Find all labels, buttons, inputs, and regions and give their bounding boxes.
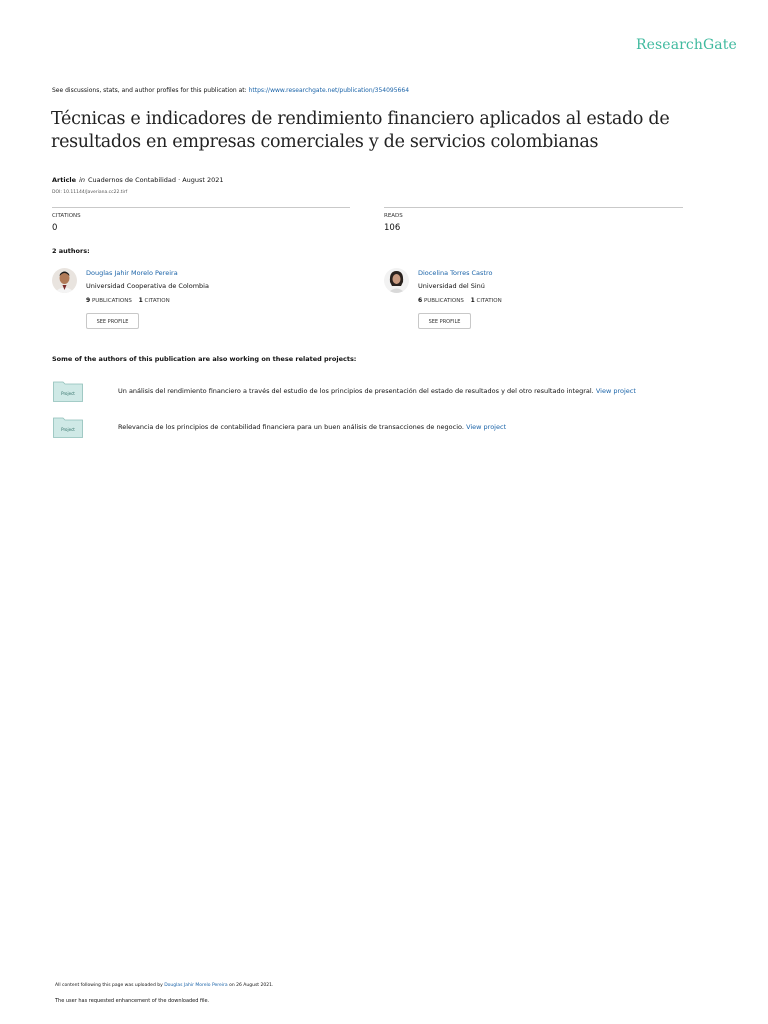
publication-meta [52,176,224,184]
author-institution-2: Universidad del Sinú [418,282,485,290]
project-folder-icon-1[interactable] [53,380,83,402]
author-stats-1 [86,297,170,304]
related-projects-heading: Some of the authors of this publication are also working on these related projects: [52,355,357,363]
article-type: Article [52,176,77,184]
project-folder-icon-2[interactable] [53,416,83,438]
doi-text: DOI: 10.11144/Javeriana.cc22.tirf [52,190,128,195]
upload-suffix: on 26 August 2021. [229,983,274,988]
see-discussions-text: See discussions, stats, and author profiles for this publication at: [52,87,247,94]
project-item-2 [118,423,506,431]
project-icon-label-2: Project [61,427,75,432]
author-citations-count-1: 1 [138,297,143,304]
author-citations-label-1: CITATION [144,298,170,304]
author-avatar-2[interactable] [384,268,409,293]
author-publications-count-2: 6 [418,297,423,304]
upload-prefix: All content following this page was uploaded by [55,983,163,988]
reads-divider [384,207,683,208]
in-label: in [79,176,85,184]
project-item-1 [118,387,636,395]
project-description-2: Relevancia de los principios de contabilidad financiera para un buen análisis de transacciones de negocio. [118,423,464,431]
reads-label: READS [384,213,403,219]
researchgate-logo[interactable]: ResearchGate [636,37,737,53]
author-publications-label-2: PUBLICATIONS [423,298,464,304]
enhancement-note: The user has requested enhancement of the downloaded file. [55,998,210,1004]
publication-title: Técnicas e indicadores de rendimiento financiero aplicados al estado de resultados en empresas comerciales y de servicios colombianas [51,109,670,152]
authors-heading: 2 authors: [52,247,90,255]
citations-value: 0 [52,223,58,233]
journal-info: Cuadernos de Contabilidad · August 2021 [88,176,224,184]
project-icon-label-1: Project [61,391,75,396]
reads-value: 106 [384,223,401,233]
see-profile-button-1[interactable]: SEE PROFILE [86,313,139,329]
author-name-1[interactable]: Douglas Jahir Morelo Pereira [86,269,178,277]
author-publications-count-1: 9 [86,297,91,304]
author-name-2[interactable]: Diocelina Torres Castro [418,269,493,277]
project-description-1: Un análisis del rendimiento financiero a través del estudio de los principios de presentación del estado de resultados y del otro resultado integral. [118,387,594,395]
author-citations-count-2: 1 [470,297,475,304]
publication-url-link[interactable]: https://www.researchgate.net/publication/354095664 [248,87,410,94]
upload-note [55,983,273,988]
citations-label: CITATIONS [52,213,81,219]
see-profile-button-2[interactable]: SEE PROFILE [418,313,471,329]
author-avatar-1[interactable] [52,268,77,293]
author-citations-label-2: CITATION [476,298,502,304]
author-institution-1: Universidad Cooperativa de Colombia [86,282,209,290]
author-publications-label-1: PUBLICATIONS [91,298,132,304]
uploader-link[interactable]: Douglas Jahir Morelo Pereira [164,983,228,988]
author-stats-2 [418,297,502,304]
view-project-link-1[interactable]: View project [595,387,636,395]
discussion-header [52,87,409,94]
view-project-link-2[interactable]: View project [466,423,507,431]
citations-divider [52,207,350,208]
